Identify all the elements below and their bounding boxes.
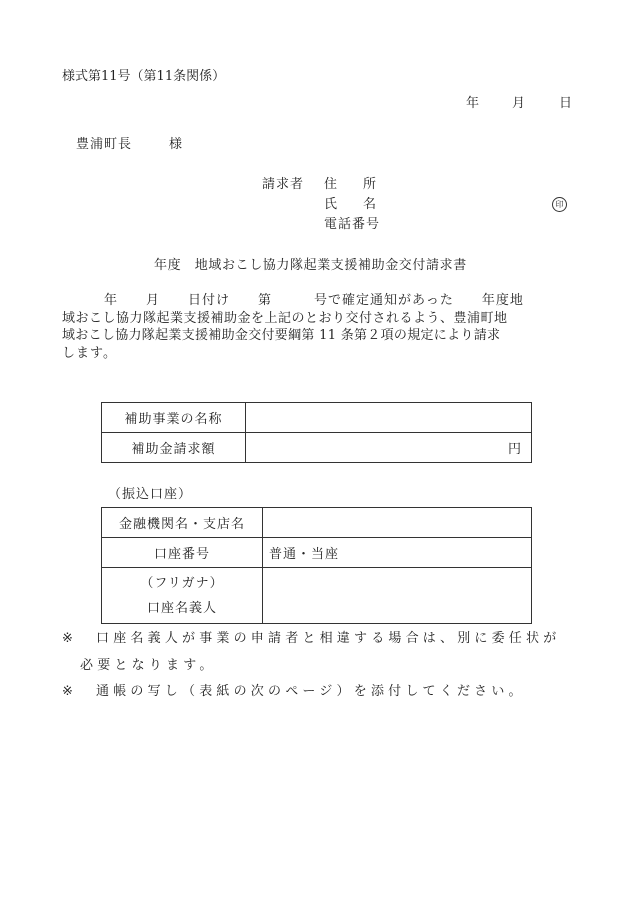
bank-field[interactable] xyxy=(263,508,532,538)
addressee-honorific: 様 xyxy=(169,137,183,152)
amount-unit: 円 xyxy=(507,442,521,457)
date-day: 日 xyxy=(559,96,573,111)
project-name-label: 補助事業の名称 xyxy=(102,403,246,433)
account-type-field[interactable]: 普通・当座 xyxy=(263,538,532,568)
body-line: 域おこし協力隊起業支援補助金を上記のとおり交付されるよう、豊浦町地 xyxy=(62,310,508,326)
seal-mark: 印 xyxy=(552,197,567,212)
note-line: 口座名義人が事業の申請者と相違する場合は、別に委任状が xyxy=(96,631,561,646)
form-number: 様式第11号（第11条関係） xyxy=(62,69,226,84)
note-line: 必要となります。 xyxy=(80,658,217,673)
note-2 xyxy=(62,680,526,699)
subsidy-table xyxy=(101,402,532,463)
date-year: 年 xyxy=(466,96,480,111)
addressee-name: 豊浦町長 xyxy=(76,137,133,152)
document-title: 年度 地域おこし協力隊起業支援補助金交付請求書 xyxy=(154,258,467,273)
amount-label: 補助金請求額 xyxy=(102,433,246,463)
applicant-label: 請求者 xyxy=(262,177,305,192)
furigana-label: （フリガナ） xyxy=(140,575,224,591)
note-1 xyxy=(62,627,560,646)
date-month: 月 xyxy=(512,96,526,111)
holder-label: 口座名義人 xyxy=(146,600,217,616)
note-1-continued xyxy=(80,654,217,673)
body-line: 域おこし協力隊起業支援補助金交付要綱第 11 条第２項の規定により請求 xyxy=(62,328,501,343)
body-line: 年 月 日付け 第 号で確定通知があった 年度地 xyxy=(62,293,524,308)
bank-section-label: （振込口座） xyxy=(108,487,193,502)
project-name-field[interactable] xyxy=(246,403,532,433)
amount-field[interactable] xyxy=(246,433,532,463)
note-mark: ※ xyxy=(62,631,73,646)
address-label: 住 所 xyxy=(324,177,377,192)
bank-label: 金融機関名・支店名 xyxy=(102,508,263,538)
account-holder-label xyxy=(102,568,263,624)
note-mark: ※ xyxy=(62,684,73,699)
bank-table xyxy=(101,507,532,624)
account-holder-field[interactable] xyxy=(263,568,532,624)
name-label: 氏 名 xyxy=(324,197,377,212)
body-paragraph xyxy=(62,292,572,362)
body-line: します。 xyxy=(62,345,117,361)
account-number-label: 口座番号 xyxy=(102,538,263,568)
note-line: 通帳の写し（表紙の次のページ）を添付してください。 xyxy=(96,684,526,699)
phone-label: 電話番号 xyxy=(324,217,381,232)
